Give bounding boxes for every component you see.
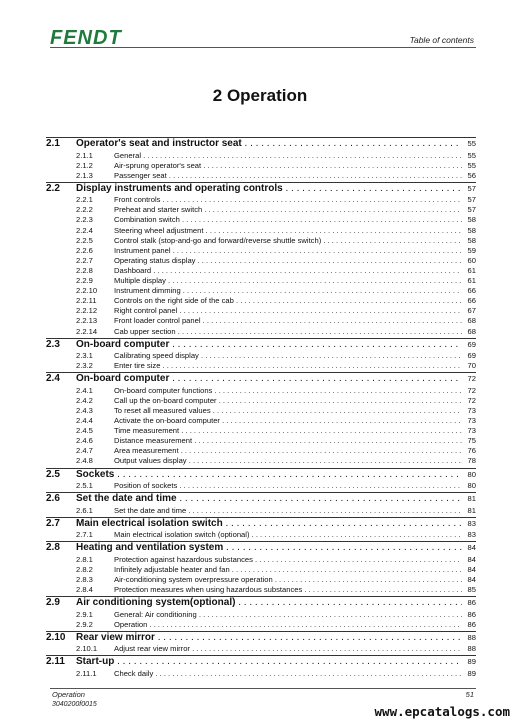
toc-entry-title: Multiple display . . . — [114, 276, 462, 286]
toc-entry-page: 89 — [467, 657, 476, 667]
toc-entry-title: Cab upper section . . . — [114, 327, 462, 337]
toc-subsection-entry[interactable] — [46, 306, 476, 316]
toc-entry-title: Time measurement . . . — [114, 426, 462, 436]
toc-entry-page: 57 — [467, 183, 476, 193]
toc-subsection-entry[interactable] — [46, 327, 476, 337]
header-section-label: Table of contents — [409, 35, 474, 45]
toc-entry-page: 81 — [467, 505, 476, 515]
toc-entry-title: Combination switch . . . — [114, 215, 462, 225]
toc-entry-title: On-board computer . . . — [76, 339, 462, 352]
toc-entry-title: Set the date and time . . . — [114, 506, 462, 516]
toc-entry-title: Operating status display . . . — [114, 256, 462, 266]
toc-entry-number: 2.7 — [46, 517, 60, 529]
toc-entry-page: 84 — [467, 564, 476, 574]
toc-section-entry[interactable] — [46, 596, 476, 610]
toc-entry-page: 88 — [467, 644, 476, 654]
toc-entry-page: 83 — [467, 518, 476, 528]
toc-entry-page: 84 — [467, 575, 476, 584]
toc-entry-number: 2.4.3 — [76, 405, 93, 415]
toc-entry-title: Operator's seat and instructor seat . . . — [76, 138, 462, 151]
toc-entry-title: Call up the on-board computer . . . — [114, 396, 462, 406]
toc-subsection-entry[interactable] — [46, 446, 476, 456]
toc-entry-title: Controls on the right side of the cab . . . — [114, 296, 462, 306]
toc-entry-page: 75 — [467, 436, 476, 446]
toc-entry-page: 72 — [467, 395, 476, 405]
footer-label: Operation — [52, 690, 85, 699]
toc-subsection-entry[interactable] — [46, 585, 476, 595]
toc-entry-title: Front controls . . . — [114, 195, 462, 205]
toc-subsection-entry[interactable] — [46, 361, 476, 371]
toc-subsection-entry[interactable] — [46, 256, 476, 266]
toc-entry-page: 86 — [467, 598, 476, 608]
toc-section-entry[interactable] — [46, 338, 476, 352]
toc-entry-title: Instrument panel . . . — [114, 246, 462, 256]
toc-subsection-entry[interactable] — [46, 195, 476, 205]
toc-entry-title: On-board computer . . . — [76, 373, 462, 386]
toc-entry-number: 2.4.7 — [76, 446, 93, 456]
toc-entry-title: Area measurement . . . — [114, 446, 462, 456]
toc-subsection-entry[interactable] — [46, 565, 476, 575]
toc-entry-number: 2.5.1 — [76, 481, 93, 491]
toc-entry-title: Air-conditioning system overpressure operation . . . — [114, 575, 462, 585]
toc-entry-number: 2.2.1 — [76, 195, 93, 205]
toc-entry-title: Front loader control panel . . . — [114, 316, 462, 326]
toc-entry-page: 73 — [467, 405, 476, 415]
header-divider — [50, 47, 476, 48]
toc-entry-number: 2.4.5 — [76, 426, 93, 436]
toc-subsection-entry[interactable] — [46, 351, 476, 361]
toc-subsection-entry[interactable] — [46, 286, 476, 296]
toc-entry-page: 84 — [467, 554, 476, 564]
toc-subsection-entry[interactable] — [46, 426, 476, 436]
toc-entry-page: 60 — [467, 255, 476, 265]
toc-entry-page: 56 — [467, 170, 476, 180]
toc-entry-page: 80 — [467, 481, 476, 491]
toc-subsection-entry[interactable] — [46, 386, 476, 396]
toc-entry-page: 55 — [467, 150, 476, 160]
toc-entry-title: Enter tire size . . . — [114, 361, 462, 371]
toc-entry-page: 61 — [467, 265, 476, 275]
toc-entry-number: 2.9.2 — [76, 619, 93, 629]
toc-subsection-entry[interactable] — [46, 481, 476, 491]
toc-entry-number: 2.1.2 — [76, 160, 93, 170]
toc-entry-number: 2.11 — [46, 656, 65, 668]
toc-entry-title: Heating and ventilation system . . . — [76, 542, 462, 555]
toc-subsection-entry[interactable] — [46, 416, 476, 426]
toc-entry-page: 66 — [467, 286, 476, 296]
toc-entry-page: 70 — [467, 361, 476, 371]
toc-entry-page: 57 — [467, 195, 476, 205]
toc-entry-title: Rear view mirror . . . — [76, 632, 462, 645]
toc-subsection-entry[interactable] — [46, 436, 476, 446]
toc-section-entry[interactable] — [46, 541, 476, 555]
toc-entry-title: Sockets . . . — [76, 469, 462, 482]
toc-entry-page: 66 — [467, 296, 476, 306]
toc-section-entry[interactable] — [46, 631, 476, 645]
toc-entry-number: 2.2.12 — [76, 306, 98, 316]
toc-section-entry[interactable] — [46, 517, 476, 531]
toc-entry-number: 2.3.2 — [76, 361, 93, 371]
toc-entry-page: 58 — [467, 235, 476, 245]
toc-entry-title: To reset all measured values . . . — [114, 406, 462, 416]
toc-entry-number: 2.2.7 — [76, 255, 93, 265]
toc-entry-number: 2.8.3 — [76, 575, 93, 584]
toc-subsection-entry[interactable] — [46, 506, 476, 516]
toc-subsection-entry[interactable] — [46, 555, 476, 565]
toc-entry-page: 55 — [467, 139, 476, 148]
toc-entry-number: 2.4.6 — [76, 436, 93, 446]
toc-entry-page: 81 — [467, 494, 476, 504]
toc-entry-number: 2.8 — [46, 542, 60, 554]
toc-entry-number: 2.5 — [46, 468, 60, 480]
toc-entry-page: 61 — [467, 276, 476, 286]
toc-subsection-entry[interactable] — [46, 205, 476, 215]
toc-entry-number: 2.2.6 — [76, 245, 93, 255]
toc-entry-number: 2.1.3 — [76, 170, 93, 180]
toc-entry-page: 83 — [467, 530, 476, 540]
toc-subsection-entry[interactable] — [46, 620, 476, 630]
toc-entry-number: 2.2.3 — [76, 215, 93, 225]
toc-entry-title: Adjust rear view mirror . . . — [114, 644, 462, 654]
toc-entry-title: On-board computer functions . . . — [114, 386, 462, 396]
toc-subsection-entry[interactable] — [46, 161, 476, 171]
toc-entry-number: 2.11.1 — [76, 668, 97, 678]
toc-entry-number: 2.8.1 — [76, 554, 93, 564]
watermark-url: www.epcatalogs.com — [374, 704, 510, 719]
toc-entry-number: 2.1 — [46, 138, 60, 149]
toc-entry-number: 2.6 — [46, 493, 60, 505]
toc-subsection-entry[interactable] — [46, 316, 476, 326]
toc-entry-page: 67 — [467, 306, 476, 316]
toc-section-entry[interactable] — [46, 492, 476, 506]
toc-entry-number: 2.2.4 — [76, 225, 93, 235]
toc-entry-number: 2.9.1 — [76, 609, 93, 619]
toc-entry-number: 2.4.1 — [76, 385, 93, 395]
toc-entry-number: 2.8.2 — [76, 564, 93, 574]
table-of-contents — [46, 136, 476, 679]
toc-entry-page: 72 — [467, 385, 476, 395]
toc-entry-title: Steering wheel adjustment . . . — [114, 226, 462, 236]
toc-entry-page: 72 — [467, 374, 476, 384]
toc-entry-title: Start-up . . . — [76, 656, 462, 669]
toc-entry-title: General . . . — [114, 151, 462, 161]
toc-section-entry[interactable] — [46, 372, 476, 386]
toc-entry-page: 73 — [467, 416, 476, 426]
toc-entry-number: 2.4 — [46, 373, 60, 385]
toc-entry-title: Display instruments and operating controls . . . — [76, 183, 462, 196]
toc-entry-title: Set the date and time . . . — [76, 493, 462, 506]
toc-entry-page: 80 — [467, 469, 476, 479]
toc-entry-title: Instrument dimming . . . — [114, 286, 462, 296]
toc-entry-title: Position of sockets . . . — [114, 481, 462, 491]
toc-entry-page: 58 — [467, 225, 476, 235]
toc-entry-number: 2.4.8 — [76, 456, 93, 466]
toc-subsection-entry[interactable] — [46, 396, 476, 406]
toc-entry-title: Activate the on-board computer . . . — [114, 416, 462, 426]
toc-entry-title: Passenger seat . . . — [114, 171, 462, 181]
toc-entry-number: 2.4.2 — [76, 395, 93, 405]
toc-section-entry[interactable] — [46, 182, 476, 196]
toc-entry-page: 69 — [467, 351, 476, 361]
toc-entry-title: Output values display . . . — [114, 456, 462, 466]
toc-entry-number: 2.9 — [46, 597, 60, 609]
toc-entry-title: Operation . . . — [114, 620, 462, 630]
toc-subsection-entry[interactable] — [46, 575, 476, 585]
toc-entry-page: 68 — [467, 316, 476, 326]
toc-entry-page: 58 — [467, 215, 476, 225]
toc-subsection-entry[interactable] — [46, 456, 476, 466]
toc-entry-page: 76 — [467, 446, 476, 456]
footer-doc-code: 3040200f0015 — [52, 701, 97, 708]
footer-divider — [50, 688, 476, 689]
toc-entry-title: Check daily . . . — [114, 669, 462, 679]
toc-entry-number: 2.2.13 — [76, 316, 98, 326]
toc-entry-page: 69 — [467, 339, 476, 349]
toc-entry-number: 2.4.4 — [76, 416, 93, 426]
toc-entry-number: 2.2.10 — [76, 286, 98, 296]
toc-entry-number: 2.2.11 — [76, 296, 97, 306]
toc-entry-number: 2.2.9 — [76, 276, 93, 286]
toc-entry-number: 2.3 — [46, 338, 60, 350]
toc-subsection-entry[interactable] — [46, 171, 476, 181]
toc-entry-title: Preheat and starter switch . . . — [114, 205, 462, 215]
toc-entry-number: 2.10 — [46, 631, 66, 643]
toc-entry-number: 2.6.1 — [76, 505, 93, 515]
toc-entry-title: Main electrical isolation switch . . . — [76, 518, 462, 531]
page-title: 2 Operation — [212, 86, 308, 105]
brand-text: FENDT — [50, 28, 122, 46]
toc-entry-page: 78 — [467, 456, 476, 466]
toc-entry-page: 85 — [467, 585, 476, 595]
toc-entry-title: General: Air conditioning . . . — [114, 610, 462, 620]
toc-entry-number: 2.3.1 — [76, 351, 93, 361]
toc-entry-number: 2.2.14 — [76, 326, 98, 336]
toc-section-entry[interactable] — [46, 655, 476, 669]
toc-entry-number: 2.10.1 — [76, 644, 98, 654]
toc-entry-title: Protection measures when using hazardous substances . . . — [114, 585, 462, 595]
toc-section-entry[interactable] — [46, 468, 476, 482]
toc-entry-title: Air-sprung operator's seat . . . — [114, 161, 462, 171]
toc-entry-title: Control stalk (stop-and-go and forward/reverse shuttle switch) . . . — [114, 236, 462, 246]
toc-entry-page: 73 — [467, 426, 476, 436]
toc-entry-page: 68 — [467, 326, 476, 336]
toc-subsection-entry[interactable] — [46, 266, 476, 276]
toc-entry-number: 2.2.2 — [76, 205, 93, 215]
toc-section-entry[interactable] — [46, 137, 476, 151]
toc-entry-number: 2.1.1 — [76, 150, 93, 160]
toc-entry-page: 88 — [467, 632, 476, 642]
toc-entry-number: 2.7.1 — [76, 530, 93, 540]
toc-entry-title: Dashboard . . . — [114, 266, 462, 276]
toc-subsection-entry[interactable] — [46, 236, 476, 246]
toc-entry-page: 84 — [467, 543, 476, 553]
toc-entry-page: 59 — [467, 245, 476, 255]
toc-subsection-entry[interactable] — [46, 406, 476, 416]
toc-entry-number: 2.2.8 — [76, 265, 93, 275]
toc-entry-number: 2.2.5 — [76, 235, 93, 245]
toc-subsection-entry[interactable] — [46, 644, 476, 654]
toc-subsection-entry[interactable] — [46, 276, 476, 286]
toc-entry-title: Calibrating speed display . . . — [114, 351, 462, 361]
toc-entry-page: 57 — [467, 205, 476, 215]
toc-entry-page: 89 — [467, 668, 476, 678]
toc-entry-title: Right control panel . . . — [114, 306, 462, 316]
toc-subsection-entry[interactable] — [46, 215, 476, 225]
toc-entry-number: 2.2 — [46, 182, 60, 194]
footer-page-number: 51 — [465, 690, 474, 699]
toc-subsection-entry[interactable] — [46, 530, 476, 540]
toc-entry-title: Infinitely adjustable heater and fan . . . — [114, 565, 462, 575]
toc-subsection-entry[interactable] — [46, 296, 476, 306]
toc-subsection-entry[interactable] — [46, 610, 476, 620]
toc-entry-page: 86 — [467, 619, 476, 629]
toc-subsection-entry[interactable] — [46, 669, 476, 679]
toc-subsection-entry[interactable] — [46, 246, 476, 256]
toc-entry-title: Air conditioning system(optional) . . . — [76, 597, 462, 610]
toc-entry-title: Distance measurement . . . — [114, 436, 462, 446]
toc-subsection-entry[interactable] — [46, 151, 476, 161]
toc-entry-page: 55 — [467, 160, 476, 170]
toc-entry-page: 86 — [467, 609, 476, 619]
toc-entry-title: Main electrical isolation switch (optional) . . . — [114, 530, 462, 540]
toc-entry-title: Protection against hazardous substances . . . — [114, 555, 462, 565]
toc-entry-number: 2.8.4 — [76, 585, 93, 595]
toc-subsection-entry[interactable] — [46, 226, 476, 236]
